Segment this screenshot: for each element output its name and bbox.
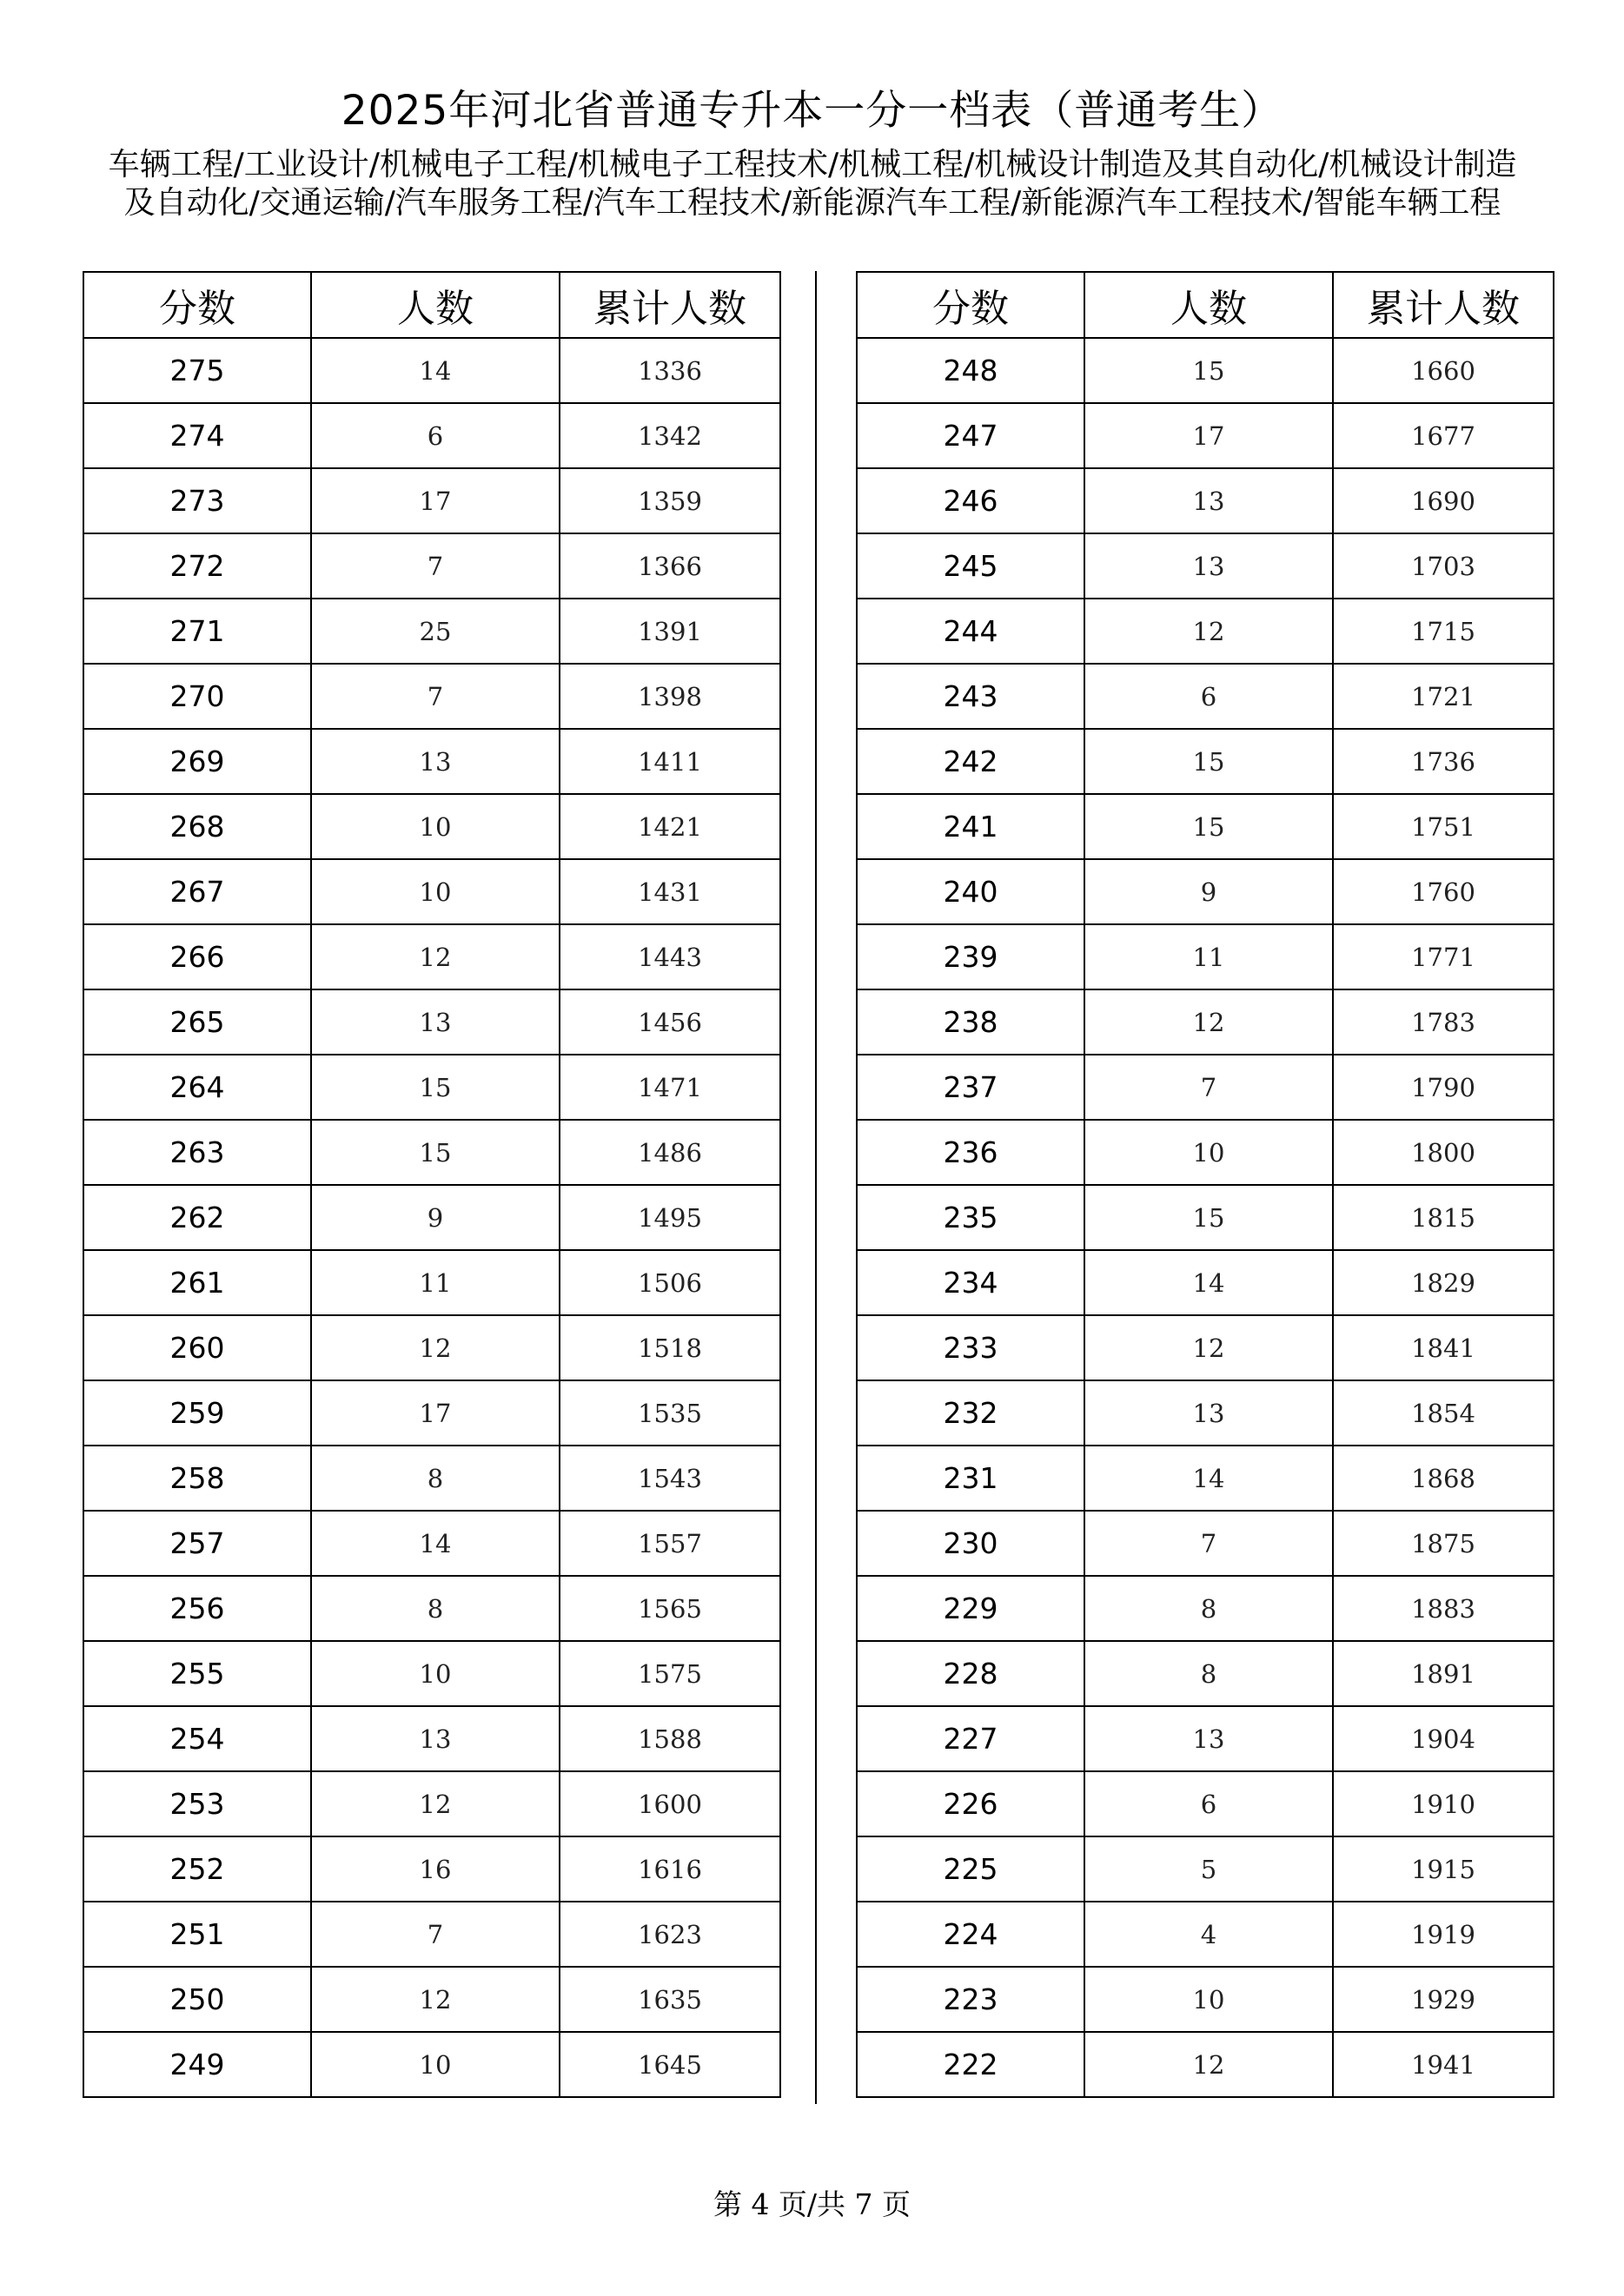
score-cell: 271 [83,599,311,664]
table-row [83,1902,780,1967]
score-cell: 223 [857,1967,1084,2032]
cumulative-cell: 1506 [560,1250,780,1315]
count-cell: 8 [311,1446,560,1511]
score-cell: 275 [83,338,311,403]
score-cell: 231 [857,1446,1084,1511]
cumulative-cell: 1443 [560,924,780,989]
table-row [83,1967,780,2032]
count-cell: 12 [311,1315,560,1380]
table-row [857,1576,1554,1641]
cumulative-cell: 1875 [1333,1511,1554,1576]
table-header-row [857,272,1554,338]
table-row [83,2032,780,2097]
score-cell: 245 [857,533,1084,599]
count-cell: 14 [311,338,560,403]
count-cell: 8 [1084,1641,1333,1706]
table-row [857,1185,1554,1250]
score-cell: 257 [83,1511,311,1576]
table-header-row [83,272,780,338]
score-cell: 266 [83,924,311,989]
cumulative-cell: 1660 [1333,338,1554,403]
table-row [83,664,780,729]
score-cell: 225 [857,1836,1084,1902]
score-cell: 256 [83,1576,311,1641]
cumulative-cell: 1421 [560,794,780,859]
score-cell: 259 [83,1380,311,1446]
table-row [857,664,1554,729]
count-cell: 15 [311,1055,560,1120]
score-cell: 239 [857,924,1084,989]
count-cell: 13 [311,1706,560,1771]
cumulative-cell: 1635 [560,1967,780,2032]
score-cell: 249 [83,2032,311,2097]
count-cell: 12 [1084,1315,1333,1380]
cumulative-cell: 1342 [560,403,780,468]
cumulative-cell: 1771 [1333,924,1554,989]
count-cell: 16 [311,1836,560,1902]
score-cell: 240 [857,859,1084,924]
count-cell: 7 [1084,1511,1333,1576]
score-cell: 238 [857,989,1084,1055]
table-row [857,1641,1554,1706]
count-cell: 15 [1084,1185,1333,1250]
page-footer: 第 4 页/共 7 页 [713,2187,911,2221]
count-cell: 12 [311,1771,560,1836]
score-cell: 247 [857,403,1084,468]
count-cell: 25 [311,599,560,664]
cumulative-cell: 1919 [1333,1902,1554,1967]
score-cell: 273 [83,468,311,533]
cumulative-cell: 1841 [1333,1315,1554,1380]
score-table-left [83,271,781,2098]
score-cell: 233 [857,1315,1084,1380]
cumulative-cell: 1557 [560,1511,780,1576]
table-row [857,533,1554,599]
cumulative-cell: 1535 [560,1380,780,1446]
cumulative-cell: 1471 [560,1055,780,1120]
table-row [857,403,1554,468]
score-cell: 222 [857,2032,1084,2097]
cumulative-cell: 1751 [1333,794,1554,859]
count-cell: 13 [1084,468,1333,533]
table-row [83,1576,780,1641]
table-row [83,1055,780,1120]
count-cell: 10 [1084,1967,1333,2032]
cumulative-cell: 1941 [1333,2032,1554,2097]
cumulative-cell: 1359 [560,468,780,533]
cumulative-cell: 1431 [560,859,780,924]
table-row [83,859,780,924]
score-cell: 250 [83,1967,311,2032]
score-cell: 269 [83,729,311,794]
count-cell: 17 [311,1380,560,1446]
cumulative-cell: 1783 [1333,989,1554,1055]
count-cell: 7 [311,1902,560,1967]
cumulative-cell: 1456 [560,989,780,1055]
cumulative-cell: 1588 [560,1706,780,1771]
cumulative-cell: 1336 [560,338,780,403]
count-cell: 13 [1084,1706,1333,1771]
count-cell: 9 [1084,859,1333,924]
table-row [857,1055,1554,1120]
score-cell: 270 [83,664,311,729]
count-cell: 6 [1084,1771,1333,1836]
table-row [83,533,780,599]
count-cell: 10 [311,2032,560,2097]
score-cell: 258 [83,1446,311,1511]
score-cell: 261 [83,1250,311,1315]
table-row [857,1446,1554,1511]
count-cell: 14 [1084,1250,1333,1315]
table-row [83,794,780,859]
table-row [83,729,780,794]
table-row [83,1120,780,1185]
count-cell: 12 [1084,2032,1333,2097]
score-cell: 263 [83,1120,311,1185]
score-cell: 229 [857,1576,1084,1641]
score-cell: 241 [857,794,1084,859]
table-row [83,1836,780,1902]
score-cell: 242 [857,729,1084,794]
table-row [857,1511,1554,1576]
table-row [83,989,780,1055]
cumulative-cell: 1790 [1333,1055,1554,1120]
table-row [857,924,1554,989]
count-cell: 7 [311,533,560,599]
table-row [857,1315,1554,1380]
column-divider [815,271,817,2104]
score-cell: 274 [83,403,311,468]
table-row [83,403,780,468]
header-count: 人数 [1084,272,1333,338]
table-row [83,1771,780,1836]
cumulative-cell: 1616 [560,1836,780,1902]
cumulative-cell: 1929 [1333,1967,1554,2032]
table-row [857,1967,1554,2032]
cumulative-cell: 1398 [560,664,780,729]
table-row [857,1836,1554,1902]
count-cell: 15 [311,1120,560,1185]
count-cell: 14 [311,1511,560,1576]
cumulative-cell: 1815 [1333,1185,1554,1250]
header-score: 分数 [83,272,311,338]
table-row [857,338,1554,403]
score-cell: 264 [83,1055,311,1120]
table-row [857,1902,1554,1967]
cumulative-cell: 1736 [1333,729,1554,794]
table-row [83,1641,780,1706]
cumulative-cell: 1411 [560,729,780,794]
cumulative-cell: 1575 [560,1641,780,1706]
count-cell: 17 [1084,403,1333,468]
table-row [857,1120,1554,1185]
table-row [83,599,780,664]
score-cell: 237 [857,1055,1084,1120]
count-cell: 8 [1084,1576,1333,1641]
cumulative-cell: 1600 [560,1771,780,1836]
score-cell: 268 [83,794,311,859]
table-row [857,859,1554,924]
table-row [857,599,1554,664]
score-cell: 226 [857,1771,1084,1836]
cumulative-cell: 1883 [1333,1576,1554,1641]
table-row [857,729,1554,794]
cumulative-cell: 1677 [1333,403,1554,468]
score-cell: 253 [83,1771,311,1836]
majors-subtitle: 车辆工程/工业设计/机械电子工程/机械电子工程技术/机械工程/机械设计制造及其自动化/机械设计制造及自动化/交通运输/汽车服务工程/汽车工程技术/新能源汽车工程/新能源汽车工程技术/智能车辆工程 [108,147,1517,221]
count-cell: 12 [311,924,560,989]
cumulative-cell: 1868 [1333,1446,1554,1511]
score-cell: 267 [83,859,311,924]
score-cell: 254 [83,1706,311,1771]
cumulative-cell: 1891 [1333,1641,1554,1706]
count-cell: 13 [1084,533,1333,599]
count-cell: 9 [311,1185,560,1250]
cumulative-cell: 1366 [560,533,780,599]
cumulative-cell: 1715 [1333,599,1554,664]
cumulative-cell: 1486 [560,1120,780,1185]
table-row [857,468,1554,533]
count-cell: 15 [1084,794,1333,859]
score-table-right [856,271,1554,2098]
count-cell: 13 [311,989,560,1055]
table-row [83,1315,780,1380]
score-cell: 246 [857,468,1084,533]
count-cell: 13 [1084,1380,1333,1446]
count-cell: 6 [311,403,560,468]
cumulative-cell: 1623 [560,1902,780,1967]
score-cell: 260 [83,1315,311,1380]
count-cell: 10 [1084,1120,1333,1185]
table-row [83,1185,780,1250]
score-cell: 230 [857,1511,1084,1576]
table-row [857,794,1554,859]
score-cell: 232 [857,1380,1084,1446]
count-cell: 12 [311,1967,560,2032]
count-cell: 12 [1084,599,1333,664]
score-cell: 235 [857,1185,1084,1250]
table-row [83,1706,780,1771]
header-score: 分数 [857,272,1084,338]
count-cell: 11 [311,1250,560,1315]
count-cell: 12 [1084,989,1333,1055]
count-cell: 15 [1084,338,1333,403]
count-cell: 15 [1084,729,1333,794]
score-cell: 234 [857,1250,1084,1315]
score-cell: 248 [857,338,1084,403]
score-cell: 224 [857,1902,1084,1967]
score-cell: 251 [83,1902,311,1967]
table-row [83,1380,780,1446]
score-cell: 262 [83,1185,311,1250]
cumulative-cell: 1854 [1333,1380,1554,1446]
count-cell: 6 [1084,664,1333,729]
header-count: 人数 [311,272,560,338]
cumulative-cell: 1760 [1333,859,1554,924]
count-cell: 10 [311,794,560,859]
count-cell: 5 [1084,1836,1333,1902]
table-row [83,1511,780,1576]
count-cell: 11 [1084,924,1333,989]
table-row [857,1706,1554,1771]
cumulative-cell: 1829 [1333,1250,1554,1315]
header-cumulative: 累计人数 [560,272,780,338]
count-cell: 7 [1084,1055,1333,1120]
cumulative-cell: 1565 [560,1576,780,1641]
cumulative-cell: 1800 [1333,1120,1554,1185]
cumulative-cell: 1543 [560,1446,780,1511]
score-cell: 265 [83,989,311,1055]
score-cell: 243 [857,664,1084,729]
score-cell: 236 [857,1120,1084,1185]
cumulative-cell: 1391 [560,599,780,664]
score-cell: 227 [857,1706,1084,1771]
table-row [857,1771,1554,1836]
count-cell: 13 [311,729,560,794]
table-row [83,468,780,533]
count-cell: 10 [311,1641,560,1706]
cumulative-cell: 1518 [560,1315,780,1380]
table-row [857,1250,1554,1315]
cumulative-cell: 1495 [560,1185,780,1250]
score-cell: 255 [83,1641,311,1706]
count-cell: 14 [1084,1446,1333,1511]
cumulative-cell: 1645 [560,2032,780,2097]
score-cell: 272 [83,533,311,599]
cumulative-cell: 1690 [1333,468,1554,533]
table-row [83,338,780,403]
cumulative-cell: 1915 [1333,1836,1554,1902]
cumulative-cell: 1721 [1333,664,1554,729]
table-row [857,2032,1554,2097]
cumulative-cell: 1910 [1333,1771,1554,1836]
table-row [857,989,1554,1055]
score-cell: 244 [857,599,1084,664]
count-cell: 8 [311,1576,560,1641]
header-cumulative: 累计人数 [1333,272,1554,338]
count-cell: 10 [311,859,560,924]
table-row [83,1446,780,1511]
score-cell: 252 [83,1836,311,1902]
count-cell: 4 [1084,1902,1333,1967]
table-row [83,924,780,989]
table-row [83,1250,780,1315]
table-row [857,1380,1554,1446]
cumulative-cell: 1904 [1333,1706,1554,1771]
document-title: 2025年河北省普通专升本一分一档表（普通考生） [341,87,1283,135]
cumulative-cell: 1703 [1333,533,1554,599]
score-cell: 228 [857,1641,1084,1706]
count-cell: 7 [311,664,560,729]
count-cell: 17 [311,468,560,533]
